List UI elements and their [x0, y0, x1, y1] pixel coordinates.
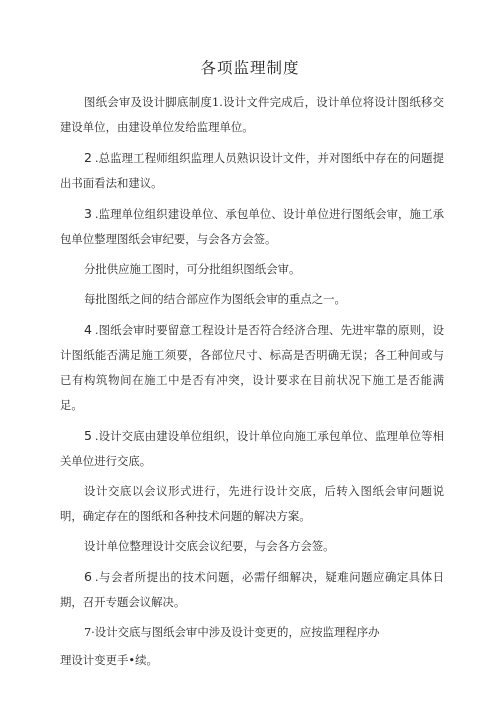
paragraph-text: 分批供应施工图时，可分批组织图纸会审。: [83, 262, 301, 276]
paragraph-text: 7·设计交底与图纸会审中涉及设计变更的，应按监理程序办: [83, 625, 380, 639]
paragraph-text: .图纸会审时要留意工程设计是否符合经济合理、先进牢靠的原则，设计图纸能否满足施工须要，各部位尺寸、标高是否明确无误；各工种间或与已有构筑物间在施工中是否有冲突，设计要求在目前状况下施工是否能满足。: [60, 323, 444, 412]
item-number: 5: [83, 428, 92, 443]
paragraph-text: .与会者所提出的技术问题，必需仔细解决，疑难问题应确定具体日期，召开专题会议解决。: [60, 570, 444, 609]
item-number: 6: [83, 569, 92, 584]
document-title: 各项监理制度: [200, 59, 300, 77]
item-number: 4: [83, 322, 92, 337]
paragraph-1: [60, 90, 444, 140]
paragraph-text: 图纸会审及设计脚底制度1.设计文件完成后，设计单位将设计图纸移交建设单位，由建设单位发给监理单位。: [60, 95, 444, 134]
paragraph-4: [60, 257, 444, 282]
item-number: 2: [83, 150, 92, 165]
paragraph-text: .监理单位组织建设单位、承包单位、设计单位进行图纸会审，施工承包单位整理图纸会审纪要，与会各方会签。: [60, 207, 444, 246]
paragraph-text: 每批图纸之间的结合部应作为图纸会审的重点之一。: [83, 292, 346, 306]
paragraph-8: [60, 479, 444, 529]
paragraph-text: 理设计变更手•续。: [60, 653, 158, 667]
paragraph-7: [60, 423, 444, 474]
item-number: 3: [83, 206, 92, 221]
paragraph-text: 设计单位整理设计交底会议纪要，与会各方会签。: [83, 539, 335, 553]
paragraph-11: [60, 620, 444, 645]
paragraph-10: [60, 564, 444, 615]
paragraph-text: .设计交底由建设单位组织，设计单位向施工承包单位、监理单位等相关单位进行交底。: [60, 429, 444, 468]
paragraph-6: [60, 317, 444, 418]
paragraph-12: [60, 648, 444, 673]
paragraph-9: [60, 534, 444, 559]
paragraph-text: .总监理工程师组织监理人员熟识设计文件，并对图纸中存在的问题提出书面看法和建议。: [60, 151, 444, 190]
paragraph-text: 设计交底以会议形式进行，先进行设计交底，后转入图纸会审问题说明，确定存在的图纸和各种技术问题的解决方案。: [60, 484, 444, 523]
paragraph-5: [60, 287, 444, 312]
paragraph-3: [60, 201, 444, 252]
paragraph-2: [60, 145, 444, 196]
document-body: [60, 90, 444, 673]
